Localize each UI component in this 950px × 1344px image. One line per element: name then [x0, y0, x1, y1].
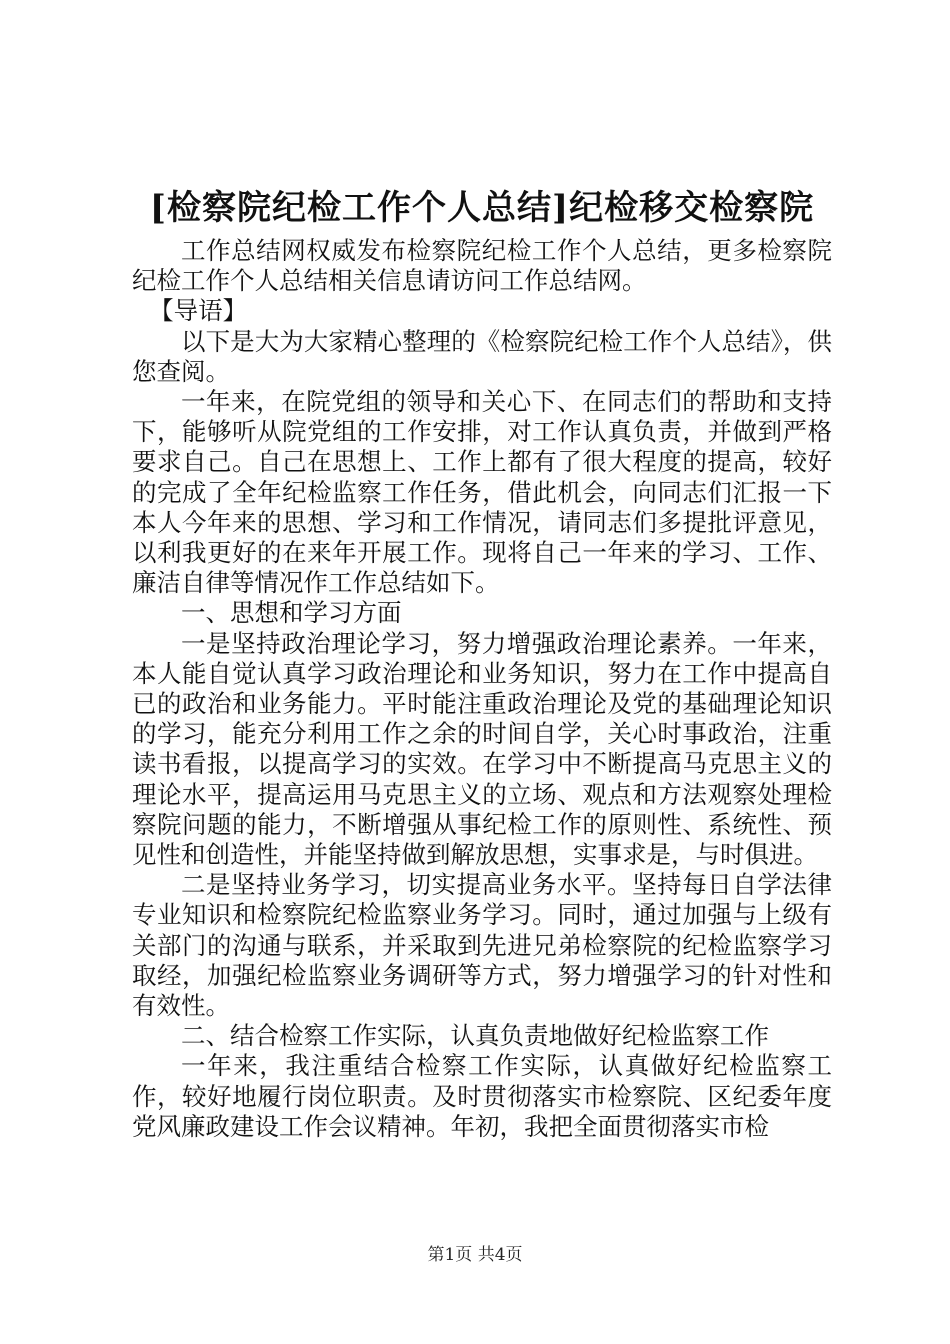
lead-heading: 【导语】 [149, 296, 248, 326]
document-title: [检察院纪检工作个人总结]纪检移交检察院 [149, 188, 815, 228]
section-heading-2: 二、结合检察工作实际，认真负责地做好纪检监察工作 [181, 1021, 769, 1051]
section-1-paragraph-2: 二是坚持业务学习，切实提高业务水平。坚持每日自学法律专业知识和检察院纪检监察业务学习。同时，通过加强与上级有关部门的沟通与联系，并采取到先进兄弟检察院的纪检监察学习取经，加强纪检监察业务调研等方式，努力增强学习的针对性和有效性。 [132, 870, 832, 1021]
overview-paragraph: 一年来，在院党组的领导和关心下、在同志们的帮助和支持下，能够听从院党组的工作安排，对工作认真负责，并做到严格要求自己。自己在思想上、工作上都有了很大程度的提高，较好的完成了全年纪检监察工作任务，借此机会，向同志们汇报一下本人今年来的思想、学习和工作情况，请同志们多提批评意见，以利我更好的在来年开展工作。现将自己一年来的学习、工作、廉洁自律等情况作工作总结如下。 [132, 387, 832, 598]
document-body [132, 236, 832, 1142]
page-number-footer: 第1页 共4页 [427, 1245, 523, 1265]
section-heading-1: 一、思想和学习方面 [181, 598, 402, 628]
intro-paragraph: 工作总结网权威发布检察院纪检工作个人总结，更多检察院纪检工作个人总结相关信息请访问工作总结网。 [132, 236, 832, 296]
section-2-paragraph-1: 一年来，我注重结合检察工作实际，认真做好纪检监察工作，较好地履行岗位职责。及时贯彻落实市检察院、区纪委年度党风廉政建设工作会议精神。年初，我把全面贯彻落实市检 [132, 1051, 832, 1141]
lead-paragraph: 以下是大为大家精心整理的《检察院纪检工作个人总结》，供您查阅。 [132, 326, 832, 386]
section-1-paragraph-1: 一是坚持政治理论学习，努力增强政治理论素养。一年来，本人能自觉认真学习政治理论和业务知识，努力在工作中提高自已的政治和业务能力。平时能注重政治理论及党的基础理论知识的学习，能充分利用工作之余的时间自学，关心时事政治，注重读书看报，以提高学习的实效。在学习中不断提高马克思主义的理论水平，提高运用马克思主义的立场、观点和方法观察处理检察院问题的能力，不断增强从事纪检工作的原则性、系统性、预见性和创造性，并能坚持做到解放思想，实事求是，与时俱进。 [132, 628, 832, 870]
